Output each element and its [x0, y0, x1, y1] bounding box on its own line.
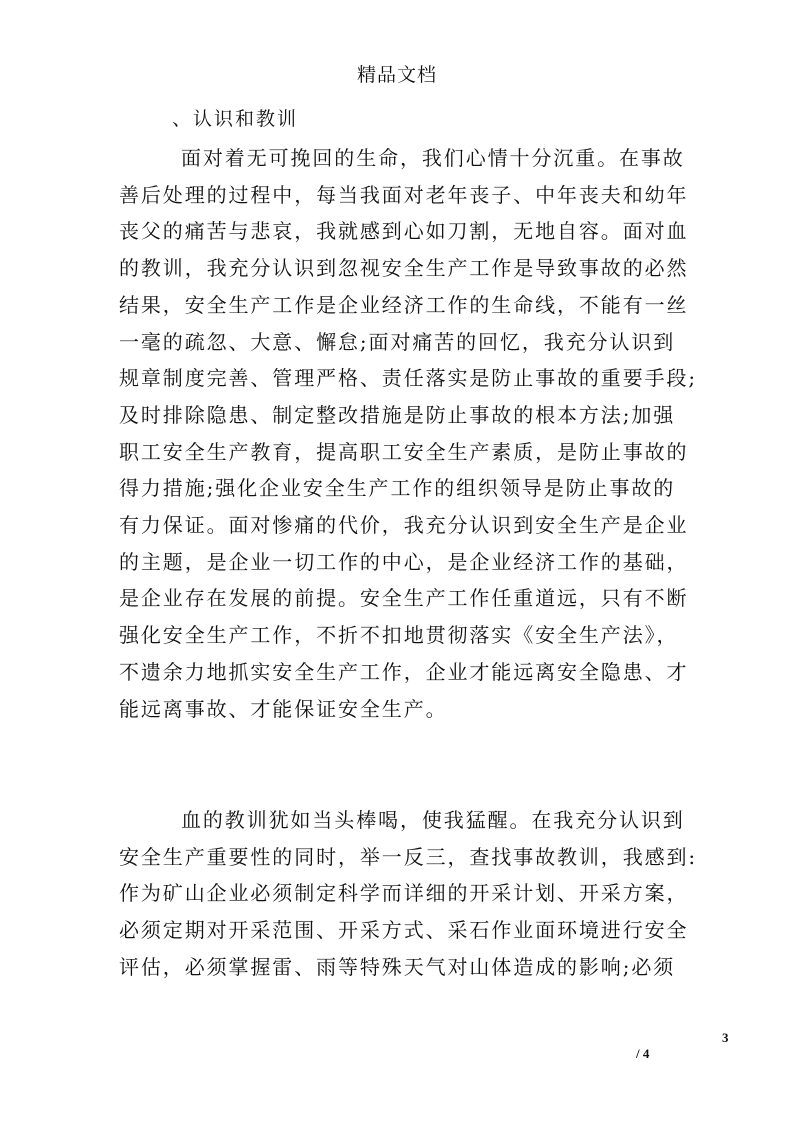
paragraph-line: 面对着无可挽回的生命，我们心情十分沉重。在事故 — [181, 146, 685, 170]
paragraph-line: 强化安全生产工作，不折不扣地贯彻落实《安全生产法》， — [119, 623, 679, 648]
paragraph-line: 的主题，是企业一切工作的中心，是企业经济工作的基础， — [119, 549, 689, 574]
paragraph-line: 职工安全生产教育，提高职工安全生产素质，是防止事故的 — [119, 439, 689, 464]
paragraph-line: 的教训，我充分认识到忽视安全生产工作是导致事故的必然 — [119, 256, 689, 281]
paragraph-line: 血的教训犹如当头棒喝，使我猛醒。在我充分认识到 — [181, 808, 685, 832]
paragraph-line: 安全生产重要性的同时，举一反三，查找事故教训，我感到: — [119, 844, 698, 869]
paragraph-line: 不遗余力地抓实安全生产工作，企业才能远离安全隐患、才 — [119, 659, 689, 684]
section-heading: 、认识和教训 — [172, 108, 299, 130]
paragraph-2 — [119, 802, 698, 986]
paragraph-line: 善后处理的过程中，每当我面对老年丧子、中年丧夫和幼年 — [119, 182, 689, 207]
paragraph-line: 规章制度完善、管理严格、责任落实是防止事故的重要手段; — [119, 366, 698, 391]
document-header-title: 精品文档 — [356, 64, 437, 86]
paragraph-line: 必须定期对开采范围、开采方式、采石作业面环境进行安全 — [119, 918, 689, 943]
paragraph-line: 一毫的疏忽、大意、懈怠;面对痛苦的回忆，我充分认识到 — [119, 329, 676, 354]
paragraph-line: 作为矿山企业必须制定科学而详细的开采计划、开采方案， — [119, 881, 689, 906]
paragraph-line: 能远离事故、才能保证安全生产。 — [119, 696, 448, 721]
paragraph-1 — [119, 140, 698, 727]
paragraph-line: 有力保证。面对惨痛的代价，我充分认识到安全生产是企业 — [119, 513, 689, 538]
paragraph-line: 评估，必须掌握雷、雨等特殊天气对山体造成的影响;必须 — [119, 954, 676, 979]
paragraph-line: 及时排除隐患、制定整改措施是防止事故的根本方法;加强 — [119, 402, 676, 427]
paragraph-line: 得力措施;强化企业安全生产工作的组织领导是防止事故的 — [119, 476, 676, 501]
paragraph-line: 丧父的痛苦与悲哀，我就感到心如刀割，无地自容。面对血 — [119, 219, 689, 244]
paragraph-line: 结果，安全生产工作是企业经济工作的生命线，不能有一丝 — [119, 292, 689, 317]
page-number: 3 — [722, 1030, 729, 1045]
page-total: / 4 — [636, 1046, 650, 1061]
paragraph-line: 是企业存在发展的前提。安全生产工作任重道远，只有不断 — [119, 586, 689, 611]
